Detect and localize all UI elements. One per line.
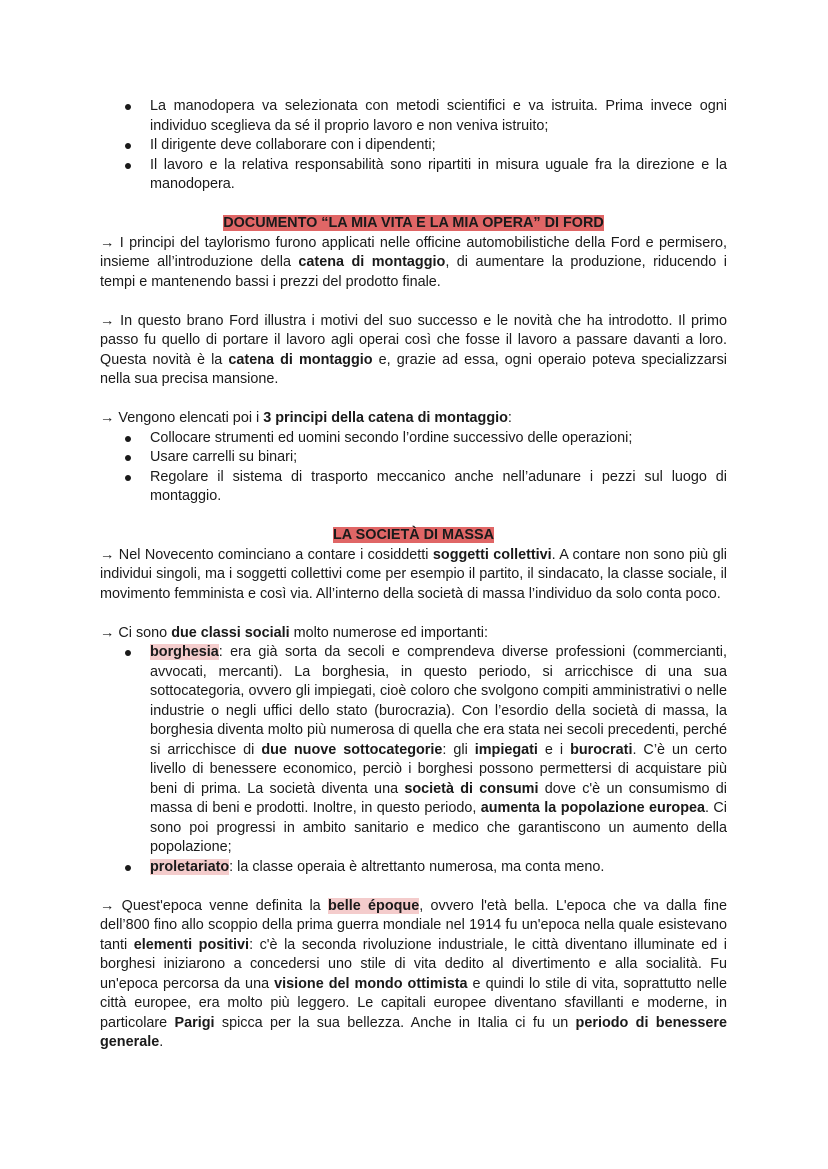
text-run: La manodopera va selezionata con metodi scientifici e va istruita. Prima invece ogni individuo sceglieva da sé il proprio lavoro e non veniva istruito; [150,98,727,134]
text-run: : era già sorta da secoli e comprendeva diverse professioni (commercianti, avvocati, mercanti). La borghesia, in questo periodo, si arricchisce di una sua sottocategoria, ovvero gli impiegati, cioè coloro che svolgono compiti amministrativi o nelle industrie o negli uffici dello stato (burocrazia). Con l’esordio della società di massa, la borghesia diventa molto più numerosa di quella che era stata nei secoli precedenti, perché si arricchisce di [150,644,727,758]
spacer [100,390,727,410]
text-run: . A contare non sono più gli individui singoli, ma i soggetti collettivi come per esempio il partito, il sindacato, la classe sociale, il movimento femminista e così via. All’interno della società di massa l’individuo da solo conta poco. [100,546,727,602]
paragraph [100,897,727,1053]
bold-text: catena di montaggio [228,351,373,368]
paragraph [100,234,727,293]
spacer [100,292,727,312]
text-run: e quindi lo stile di vita, soprattutto nelle città europee, era molto più leggero. Le capitali europee diventano sfavillanti e moderne, in particolare [100,975,727,1031]
text-run: e, grazie ad essa, ogni operaio poteva specializzarsi nella sua precisa mansione. [100,351,727,387]
bold-text: elementi positivi [133,936,250,953]
text-run: Il lavoro e la relativa responsabilità sono ripartiti in misura uguale fra la direzione e la manodopera. [150,156,727,192]
list-item [100,858,727,878]
list-item [100,429,727,449]
text-run: → Ci sono [100,624,172,641]
bullet-list [100,97,727,195]
text-run: dove c'è un consumismo di massa di beni e prodotti. Inoltre, in questo periodo, [150,780,727,816]
section-heading [100,214,727,234]
text-run: . [159,1034,164,1050]
text-run: → I principi del taylorismo furono applicati nelle officine automobilistiche della Ford e permisero, insieme all’introduzione della [100,234,727,270]
text-run: Regolare il sistema di trasporto meccanico anche nell’adunare i pezzi sul luogo di montaggio. [150,468,727,504]
text-run: spicca per la sua bellezza. Anche in Italia ci fu un [214,1014,576,1031]
paragraph [100,624,727,644]
text-run: , ovvero l'età bella. L'epoca che va dalla fine dell’800 fino allo scoppio della prima guerra mondiale nel 1914 fu un'epoca nella quale esistevano tanti [100,897,727,953]
text-run: : la classe operaia è altrettanto numerosa, ma conta meno. [229,858,605,875]
bullet-list [100,643,727,877]
section-heading [100,526,727,546]
paragraph [100,409,727,429]
text-run: , di aumentare la produzione, riducendo i tempi e mantenendo bassi i prezzi del prodotto finale. [100,254,727,290]
bold-text: aumenta la popolazione europea [480,800,706,816]
bold-text: due classi sociali [171,624,290,641]
spacer [100,507,727,527]
text-run: → Vengono elencati poi i [100,410,264,426]
text-run: → Nel Novecento cominciano a contare i cosiddetti [100,546,433,563]
list-item [100,643,727,858]
section-heading-text: LA SOCIETÀ DI MASSA [333,527,494,543]
text-run: → In questo brano Ford illustra i motivi del suo successo e le novità che ha introdotto. Il primo passo fu quello di portare il lavoro agli operai così che fosse il lavoro a passare davanti a loro. Questa novità è la [100,312,727,368]
document-page [100,97,727,1053]
bold-text: burocrati [570,741,633,758]
list-item [100,136,727,156]
bold-text: Parigi [174,1014,215,1031]
list-item [100,156,727,195]
bold-text: due nuove sottocategorie [261,741,443,758]
bullet-list [100,429,727,507]
paragraph [100,546,727,605]
text-run: : gli [442,741,475,758]
text-run: Usare carrelli su binari; [150,449,298,465]
text-run: → Quest'epoca venne definita la [100,897,328,914]
list-item [100,97,727,136]
highlighted-term: proletariato [150,858,230,875]
highlighted-term: borghesia [150,644,219,660]
text-run: : [507,410,512,426]
highlighted-term: belle époque [327,897,420,914]
bold-text: periodo di benessere generale [100,1014,728,1050]
bold-text: società di consumi [404,780,539,797]
text-run: : c'è la seconda rivoluzione industriale, le città diventano illuminate ed i borghesi iniziarono a concedersi uno stile di vita dedito al divertimento e alla socialità. Fu un'epoca percorsa da una [100,936,727,992]
section-heading-text: DOCUMENTO “LA MIA VITA E LA MIA OPERA” DI FORD [223,215,604,231]
bold-text: impiegati [474,741,538,758]
bold-text: 3 principi della catena di montaggio [263,410,508,426]
text-run: . Ci sono poi progressi in ambito sanitario e medico che garantiscono un aumento della popolazione; [150,800,727,855]
spacer [100,604,727,624]
bold-text: visione del mondo ottimista [274,975,468,992]
list-item [100,448,727,468]
bold-text: soggetti collettivi [432,546,552,563]
text-run: . C’è un certo livello di benessere economico, perciò i borghesi possono permettersi di acquistare più beni di prima. La società diventa una [150,741,727,797]
spacer [100,877,727,897]
text-run: Collocare strumenti ed uomini secondo l’ordine successivo delle operazioni; [150,429,633,446]
text-run: molto numerose ed importanti: [289,624,488,641]
text-run: e i [537,741,571,758]
list-item [100,468,727,507]
spacer [100,195,727,215]
bold-text: catena di montaggio [298,254,446,270]
paragraph [100,312,727,390]
text-run: Il dirigente deve collaborare con i dipendenti; [150,137,436,153]
